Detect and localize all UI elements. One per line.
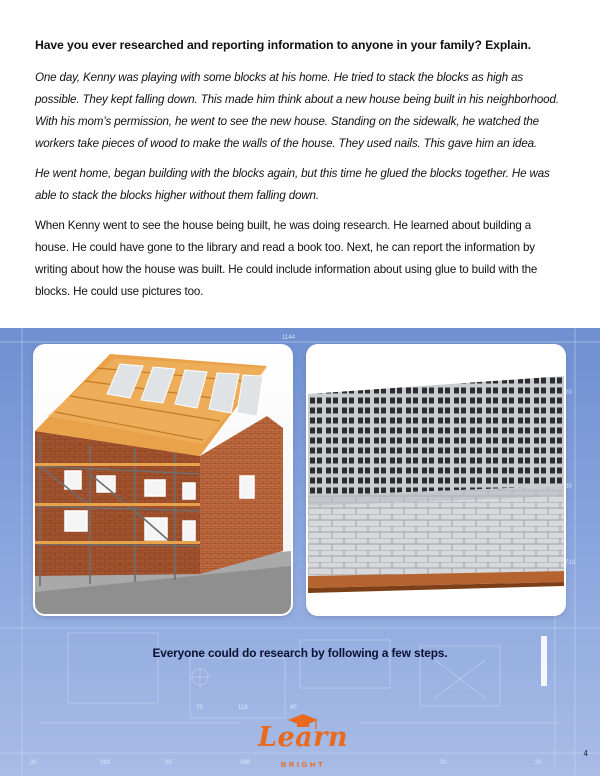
blueprint-mark-8: 20 <box>30 760 37 766</box>
logo-subtitle: BRIGHT <box>280 760 326 769</box>
concrete-blocks-photo <box>308 346 564 614</box>
blueprint-mark-7: 90 <box>290 705 297 711</box>
blocks-illustration <box>308 346 564 614</box>
blueprint-mark-13: 20 <box>535 760 542 766</box>
blueprint-mark-6: 119 <box>238 705 248 711</box>
question-heading: Have you ever researched and reporting information to anyone in your family? Explain. <box>35 38 532 52</box>
blueprint-background <box>0 328 600 776</box>
blueprint-mark-12: 20 <box>440 760 447 766</box>
learn-bright-logo <box>248 714 358 772</box>
blueprint-mark-5: 75 <box>196 705 203 711</box>
blueprint-mark-9: 293 <box>100 760 111 766</box>
page-number: 4 <box>583 749 588 758</box>
house-construction-photo <box>35 346 291 614</box>
caption: Everyone could do research by following a few steps. <box>152 646 448 660</box>
story-paragraph-2: He went home, began building with the blocks again, but this time he glued the blocks together. He was able to stack the blocks higher without them falling down. <box>35 167 550 202</box>
story-paragraph-1: One day, Kenny was playing with some blocks at his home. He tried to stack the blocks as high as possible. They kept falling down. This made him think about a new house being built in his neighborhood. With his mom’s permission, he went to see the new house. Standing on the sidewalk, he watched the workers take pieces of wood to make the walls of the house. They used nails. This gave him an idea. <box>35 71 559 150</box>
logo-word: Learn <box>257 722 348 753</box>
blueprint-mark-3: 20 <box>565 484 572 490</box>
blueprint-mark-2: 20 <box>565 390 572 396</box>
text-content <box>35 38 565 311</box>
blueprint-mark-11: 368 <box>240 760 251 766</box>
house-illustration <box>35 346 291 614</box>
blueprint-mark-10: 20 <box>165 760 172 766</box>
blueprint-mark-4: 710 <box>565 560 576 566</box>
blueprint-mark-1: 1144 <box>282 335 295 341</box>
explanation-paragraph: When Kenny went to see the house being built, he was doing research. He learned about building a house. He could have gone to the library and read a book too. Next, he can report the information by writing about how the house was built. He could include information about using glue to build with the blocks. He could use pictures too. <box>35 219 538 298</box>
